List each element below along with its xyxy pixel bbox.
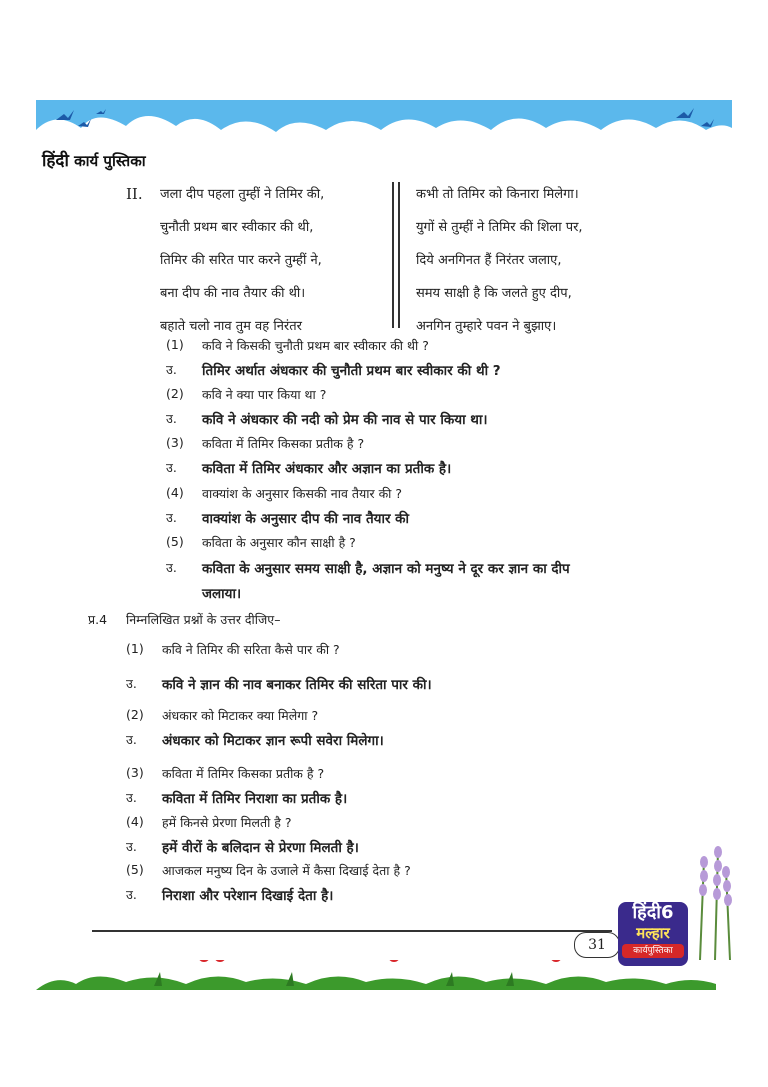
item-number: उ.	[126, 839, 137, 854]
item-number: (4)	[126, 814, 144, 829]
logo-line3: कार्यपुस्तिका	[622, 944, 684, 958]
item-text: निराशा और परेशान दिखाई देता है।	[162, 888, 334, 904]
column-divider	[392, 182, 394, 328]
poem-line: बना दीप की नाव तैयार की थी।	[160, 286, 306, 301]
item-number: (2)	[166, 386, 184, 401]
logo-line2: मल्हार	[636, 924, 670, 942]
item-number: उ.	[166, 560, 177, 575]
column-divider	[398, 182, 400, 328]
poem-left-column	[160, 178, 324, 343]
poem-line: दिये अनगिनत हैं निरंतर जलाए,	[416, 253, 562, 268]
question-label: प्र.4	[88, 612, 108, 627]
poem-line: समय साक्षी है कि जलते हुए दीप,	[416, 286, 572, 301]
header-title	[42, 148, 146, 171]
poem-line: जला दीप पहला तुम्हीं ने तिमिर की,	[160, 187, 325, 202]
poem-line: तिमिर की सरित पार करने तुम्हीं ने,	[160, 253, 322, 268]
item-text: हमें वीरों के बलिदान से प्रेरणा मिलती है।	[162, 840, 359, 856]
item-number: (2)	[126, 707, 144, 722]
poem-line: युगों से तुम्हीं ने तिमिर की शिला पर,	[416, 220, 583, 235]
item-text: वाक्यांश के अनुसार दीप की नाव तैयार की	[202, 511, 410, 527]
footer-rule	[92, 930, 612, 932]
header-logo-text: हिंदी	[42, 151, 69, 171]
flower-icon	[49, 960, 562, 962]
header-subtitle: कार्य पुस्तिका	[74, 152, 146, 170]
item-number: (1)	[126, 641, 144, 656]
item-number: उ.	[126, 732, 137, 747]
item-text: तिमिर अर्थात अंधकार की चुनौती प्रथम बार स्वीकार की थी ?	[202, 363, 501, 379]
book-logo	[618, 902, 688, 966]
lavender-icon	[690, 840, 740, 960]
item-number: उ.	[126, 676, 137, 691]
item-number: उ.	[166, 411, 177, 426]
poem-line: कभी तो तिमिर को किनारा मिलेगा।	[416, 187, 579, 202]
item-text: कवि ने अंधकार की नदी को प्रेम की नाव से पार किया था।	[202, 412, 488, 428]
item-text: कविता के अनुसार कौन साक्षी है ?	[202, 535, 356, 550]
sky-banner	[36, 100, 732, 148]
poem-right-column	[416, 178, 583, 343]
item-text: कवि ने किसकी चुनौती प्रथम बार स्वीकार की थी ?	[202, 338, 429, 353]
item-text: अंधकार को मिटाकर ज्ञान रूपी सवेरा मिलेगा।	[162, 733, 384, 749]
poem-line: चुनौती प्रथम बार स्वीकार की थी,	[160, 220, 314, 235]
item-number: उ.	[166, 460, 177, 475]
item-number: उ.	[166, 362, 177, 377]
item-number: (4)	[166, 485, 184, 500]
item-number: (5)	[126, 862, 144, 877]
item-text: कविता में तिमिर अंधकार और अज्ञान का प्रतीक है।	[202, 461, 452, 477]
item-text: जलाया।	[202, 586, 242, 602]
item-text: कवि ने तिमिर की सरिता कैसे पार की ?	[162, 642, 340, 657]
item-text: हमें किनसे प्रेरणा मिलती है ?	[162, 815, 292, 830]
grass-flowers-border	[36, 960, 716, 990]
item-text: अंधकार को मिटाकर क्या मिलेगा ?	[162, 708, 319, 723]
item-text: आजकल मनुष्य दिन के उजाले में कैसा दिखाई देता है ?	[162, 863, 411, 878]
poem-line: अनगिन तुम्हारे पवन ने बुझाए।	[416, 319, 557, 334]
item-number: उ.	[126, 790, 137, 805]
item-number: (3)	[126, 765, 144, 780]
logo-line1: हिंदी6	[632, 902, 674, 923]
item-text: कविता में तिमिर निराशा का प्रतीक है।	[162, 791, 348, 807]
item-text: कवि ने ज्ञान की नाव बनाकर तिमिर की सरिता पार की।	[162, 677, 432, 693]
item-number: उ.	[166, 510, 177, 525]
page-number: 31	[574, 932, 620, 958]
section-number: II.	[126, 185, 143, 203]
item-text: वाक्यांश के अनुसार किसकी नाव तैयार की ?	[202, 486, 403, 501]
item-text: कविता में तिमिर किसका प्रतीक है ?	[202, 436, 365, 451]
item-number: उ.	[126, 887, 137, 902]
item-number: (5)	[166, 534, 184, 549]
question-text: निम्नलिखित प्रश्नों के उत्तर दीजिए–	[126, 612, 281, 627]
item-number: (1)	[166, 337, 184, 352]
poem-line: बहाते चलो नाव तुम वह निरंतर	[160, 319, 302, 334]
item-text: कविता के अनुसार समय साक्षी है, अज्ञान को मनुष्य ने दूर कर ज्ञान का दीप	[202, 561, 570, 577]
item-text: कवि ने क्या पार किया था ?	[202, 387, 327, 402]
item-text: कविता में तिमिर किसका प्रतीक है ?	[162, 766, 325, 781]
item-number: (3)	[166, 435, 184, 450]
